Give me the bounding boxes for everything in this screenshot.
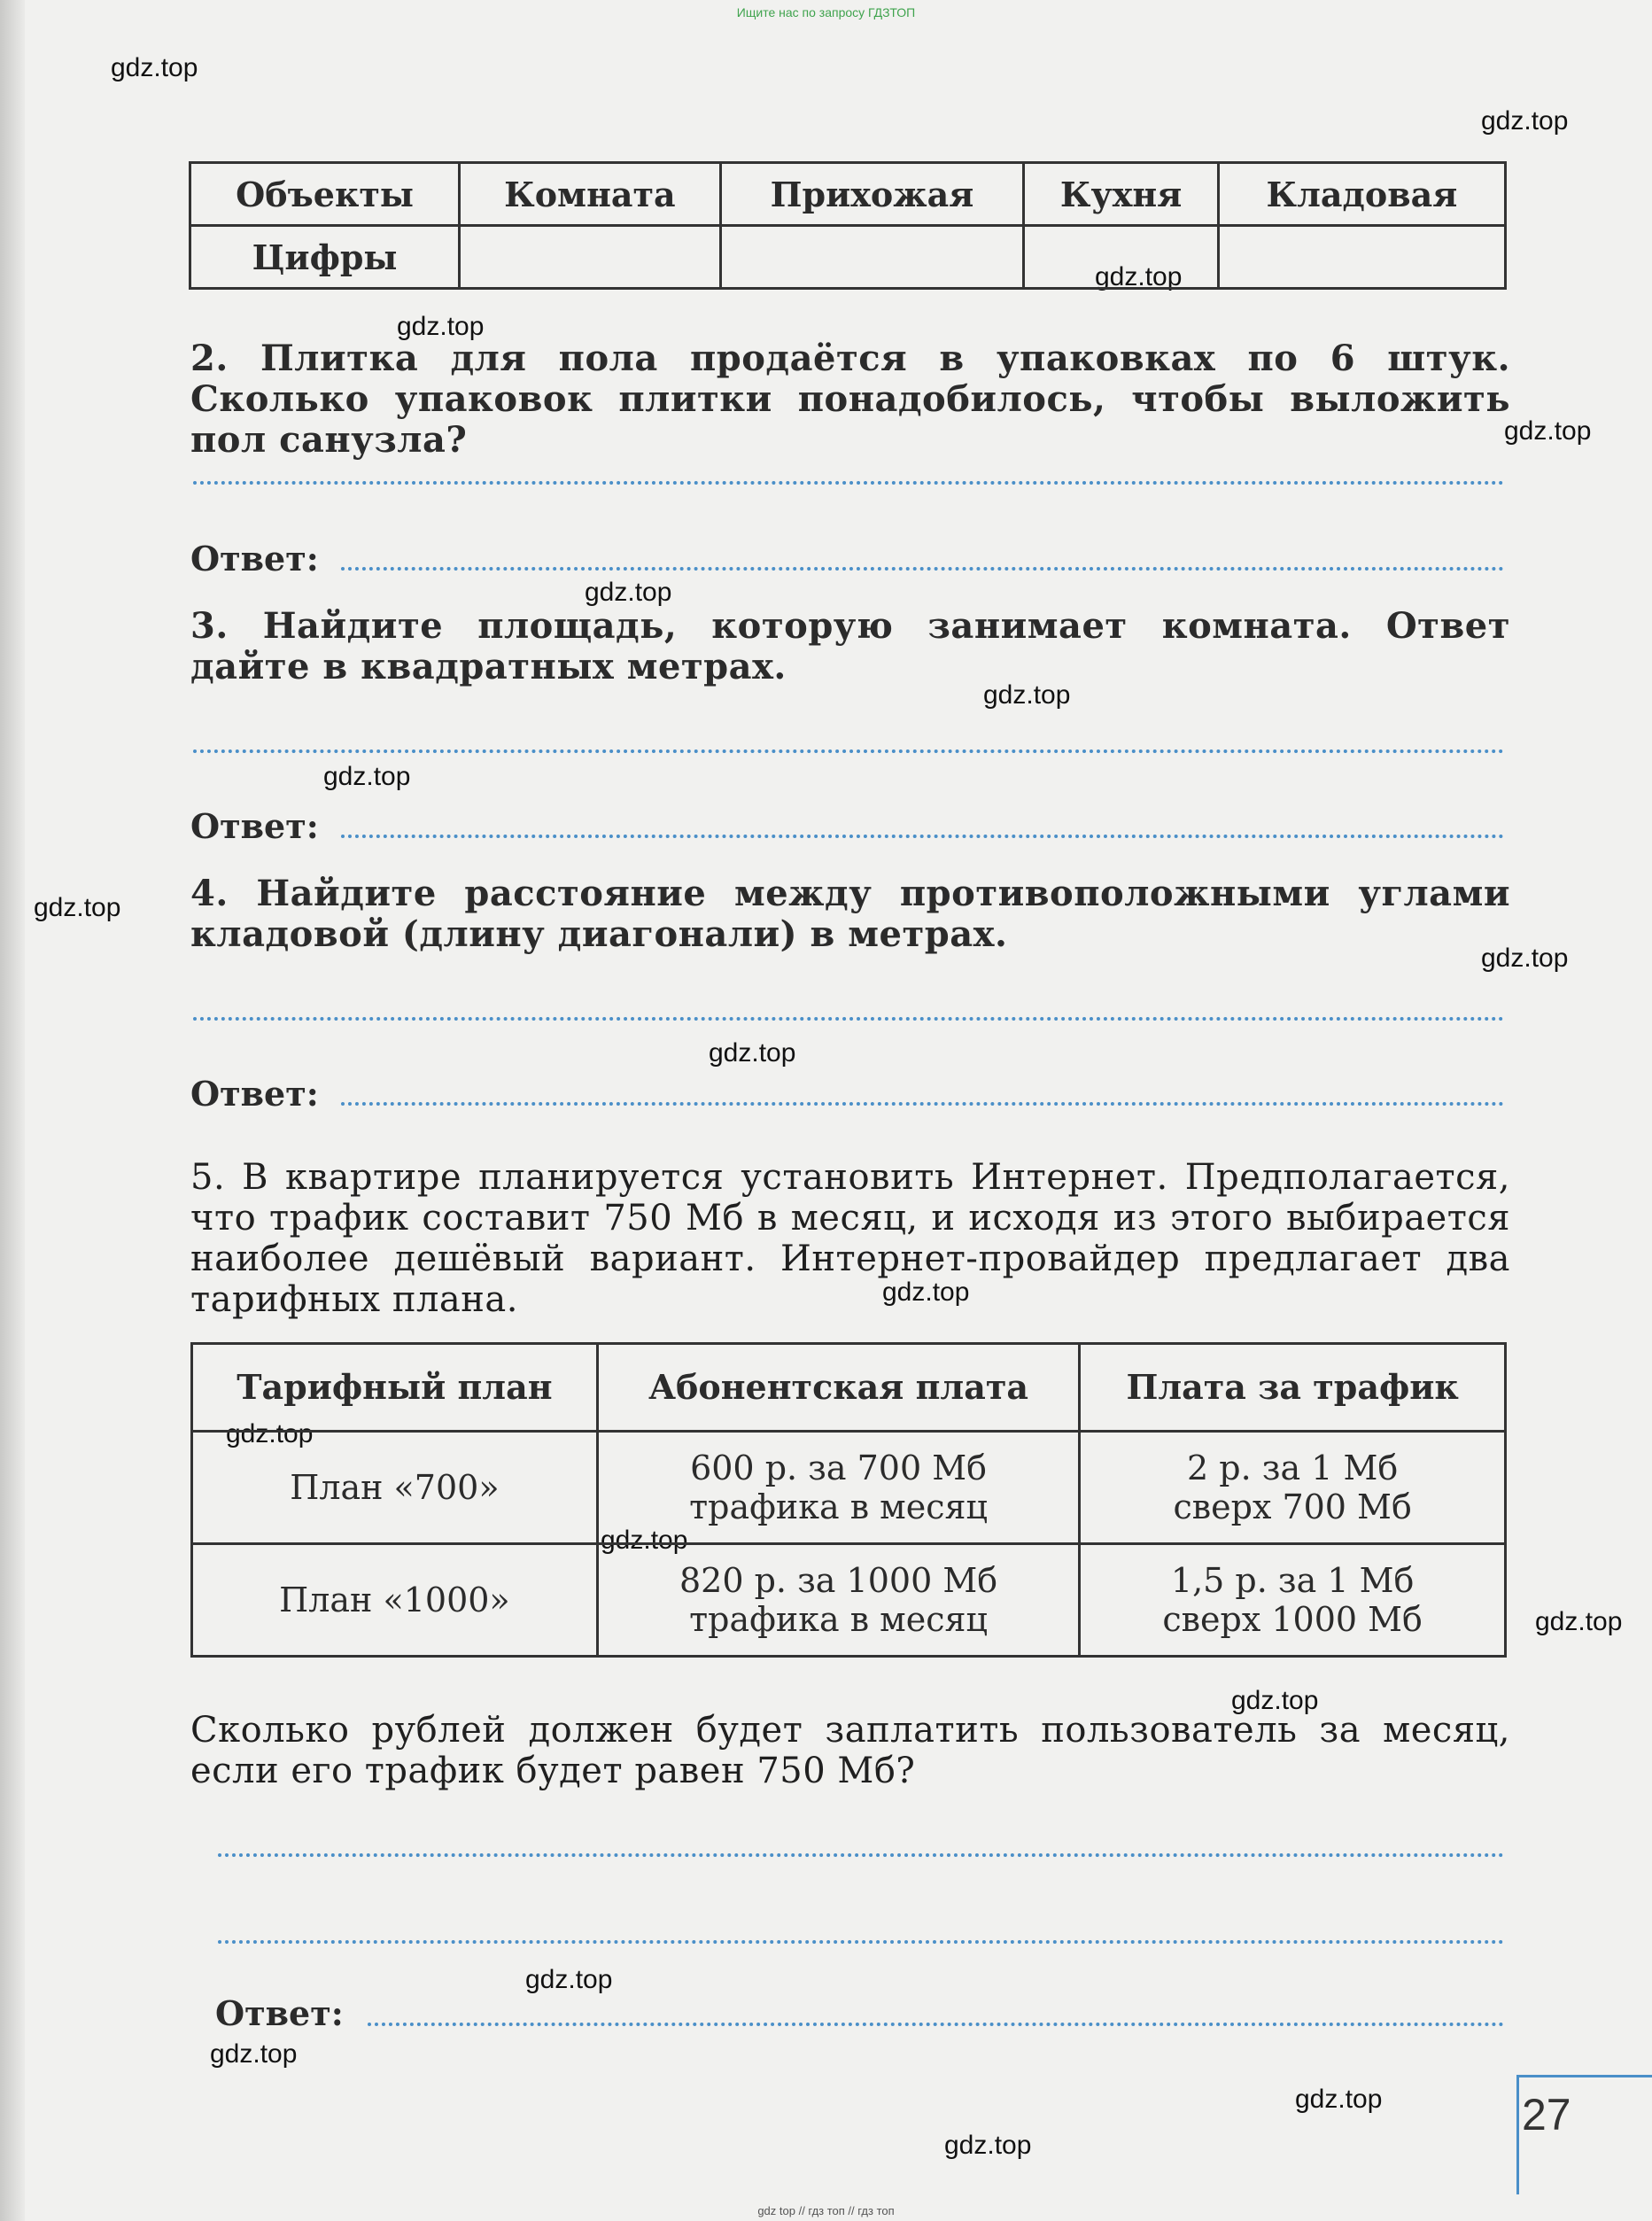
traffic-fee	[1080, 1544, 1506, 1657]
answer-line[interactable]	[341, 1102, 1504, 1106]
question-2: 2. Плитка для пола продаётся в упаковках по 6 штук. Сколько упаковок плитки понадобилось, чтобы выложить пол санузла?	[190, 338, 1510, 461]
watermark: gdz.top	[709, 1038, 796, 1068]
answer-label: Ответ:	[190, 1074, 319, 1114]
plan-name: План «1000»	[192, 1544, 598, 1657]
table-row	[190, 163, 1506, 226]
watermark: gdz.top	[983, 680, 1071, 710]
table-header-cell: Абонентская плата	[597, 1344, 1080, 1432]
table-header-cell: Кладовая	[1218, 163, 1505, 226]
working-line[interactable]	[218, 1940, 1504, 1944]
question-5: 5. В квартире планируется установить Интернет. Предполагается, что трафик составит 750 Мб в месяц, и исходя из этого выбирается наиболее дешёвый вариант. Интернет-провайдер предлагает два тарифных плана.	[190, 1157, 1510, 1320]
footer-links[interactable]: gdz top // гдз топ // гдз топ	[757, 2204, 895, 2217]
table-header-cell: Тарифный план	[192, 1344, 598, 1432]
answer-line[interactable]	[341, 567, 1504, 571]
working-line[interactable]	[193, 1017, 1504, 1021]
watermark: gdz.top	[1231, 1686, 1319, 1715]
answer-line[interactable]	[368, 2023, 1504, 2026]
fee-line: 600 р. за 700 Мб	[690, 1448, 988, 1487]
table-header-cell: Комната	[460, 163, 720, 226]
fee-line: трафика в месяц	[689, 1487, 988, 1526]
watermark: gdz.top	[226, 1419, 314, 1448]
table-header-cell: Плата за трафик	[1080, 1344, 1506, 1432]
watermark: gdz.top	[397, 312, 485, 341]
subscription-fee	[597, 1544, 1080, 1657]
working-line[interactable]	[218, 1853, 1504, 1857]
answer-cell[interactable]	[720, 226, 1024, 289]
watermark: gdz.top	[585, 578, 672, 607]
tariff-table	[190, 1342, 1507, 1658]
watermark: gdz.top	[323, 762, 411, 791]
watermark: gdz.top	[1481, 944, 1569, 973]
table-header-cell: Кухня	[1024, 163, 1219, 226]
watermark: gdz.top	[210, 2039, 298, 2069]
watermark: gdz.top	[1095, 262, 1183, 291]
page-number: 27	[1522, 2090, 1571, 2139]
table-row-label: Цифры	[190, 226, 460, 289]
header-link[interactable]: Ищите нас по запросу ГДЗТОП	[736, 5, 916, 19]
table-row	[192, 1544, 1506, 1657]
watermark: gdz.top	[525, 1965, 613, 1994]
table-row	[192, 1432, 1506, 1544]
table-header-cell: Объекты	[190, 163, 460, 226]
traffic-line: сверх 700 Мб	[1173, 1487, 1412, 1526]
watermark: gdz.top	[944, 2131, 1032, 2160]
answer-label: Ответ:	[215, 1993, 344, 2033]
answer-line[interactable]	[341, 835, 1504, 838]
answer-cell[interactable]	[1218, 226, 1505, 289]
plan-name: План «700»	[192, 1432, 598, 1544]
traffic-line: 1,5 р. за 1 Мб	[1170, 1561, 1415, 1600]
page-binding-edge	[0, 0, 25, 2221]
working-line[interactable]	[193, 481, 1504, 485]
table-row	[190, 226, 1506, 289]
objects-table	[189, 161, 1507, 290]
question-4: 4. Найдите расстояние между противоположными углами кладовой (длину диагонали) в метрах.	[190, 873, 1510, 955]
answer-cell[interactable]	[1024, 226, 1219, 289]
watermark: gdz.top	[1535, 1607, 1623, 1636]
subscription-fee	[597, 1432, 1080, 1544]
working-line[interactable]	[193, 749, 1504, 753]
watermark: gdz.top	[34, 893, 121, 922]
answer-label: Ответ:	[190, 539, 319, 579]
watermark: gdz.top	[1481, 106, 1569, 136]
fee-line: трафика в месяц	[689, 1600, 988, 1639]
table-header-cell: Прихожая	[720, 163, 1024, 226]
watermark: gdz.top	[111, 53, 198, 82]
answer-label: Ответ:	[190, 806, 319, 846]
fee-line: 820 р. за 1000 Мб	[679, 1561, 998, 1600]
traffic-line: сверх 1000 Мб	[1162, 1600, 1423, 1639]
watermark: gdz.top	[1295, 2085, 1383, 2114]
question-5-followup: Сколько рублей должен будет заплатить пользователь за месяц, если его трафик будет равен 750 Мб?	[190, 1710, 1510, 1791]
traffic-line: 2 р. за 1 Мб	[1187, 1448, 1399, 1487]
watermark: gdz.top	[601, 1526, 688, 1555]
watermark: gdz.top	[1504, 416, 1592, 446]
table-row	[192, 1344, 1506, 1432]
question-3: 3. Найдите площадь, которую занимает комната. Ответ дайте в квадратных метрах.	[190, 605, 1510, 687]
traffic-fee	[1080, 1432, 1506, 1544]
answer-cell[interactable]	[460, 226, 720, 289]
watermark: gdz.top	[882, 1277, 970, 1307]
